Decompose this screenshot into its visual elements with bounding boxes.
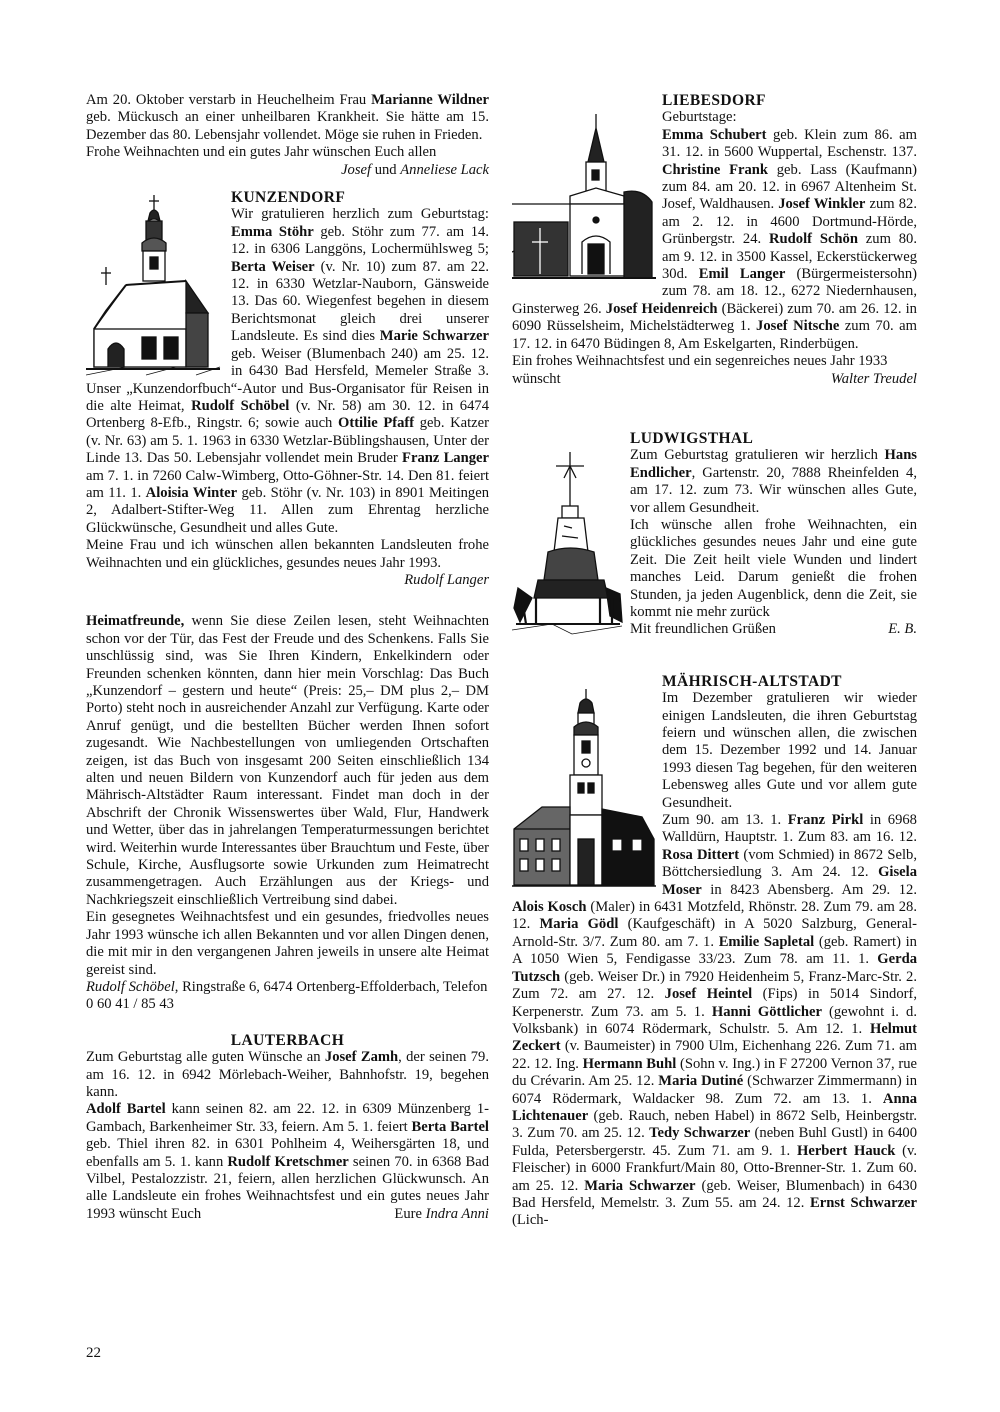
- liebesdorf-church-illustration: [512, 92, 658, 287]
- liebesdorf-section: [512, 92, 917, 388]
- liebesdorf-closing: wünscht: [512, 370, 561, 387]
- liebesdorf-signature-row: [512, 371, 917, 388]
- kunzendorf-text: Wir gratulieren herzlich zum Geburtstag: Emma Stöhr geb. Stöhr zum 77. am 14. 12. in 6306 Langgöns, Lochermühlsweg 5; Berta Weiser (v. Nr. 10) zum 87. am 22. 12. in 6330 Wetzlar-Nauborn, Gänsweide 13. Das 60. Wiegenfest begehen in diesem Berichtsmonat gleich drei unserer Landsleute. Es sind dies Marie Schwarzer geb. Weiser (Blumenbach 240) am 25. 12. in 6430 Bad Hersfeld, Memeler Straße 3. Unser „Kunzendorfbuch“-Autor und Bus-Organisator für Reisen in die alte Heimat, Rudolf Schöbel (v. Nr. 58) am 30. 12. in 6474 Ortenberg 8-Efb., Ringstr. 6; sowie auch Ottilie Pfaff geb. Katzer (v. Nr. 63) am 5. 1. 1963 in 6330 Wetzlar-Büblingshausen, Unter der Linde 13. Das 50. Lebensjahr vollendet mein Bruder Franz Langer am 7. 1. in 7260 Calw-Wimberg, Otto-Göhner-Str. 14. Den 81. feiert am 11. 1. Aloisia Winter geb. Stöhr (v. Nr. 103) in 8901 Meitingen 2, Adalbert-Stifter-Weg 11. Allen zum Ehrentag herzliche Glückwünsche, Gesundheit und alles Gute.: [86, 206, 490, 536]
- liebesdorf-wishes: Ein frohes Weihnachtsfest und ein segenreiches neues Jahr 1933: [512, 353, 888, 370]
- crucifix-monument-icon: [512, 448, 624, 636]
- church-drawing-icon: [512, 92, 658, 287]
- altstadt-text: Im Dezember gratulieren wir wieder einigen Landsleuten, die ihren Geburtstag feiern und wünschen allen, die zwischen dem 15. Dezember 1992 und 14. Januar 1993 diesen Tag begehen, für den weiteren Lebensweg alles Gute und vor allem gute Gesundheit. Zum 90. am 13. 1. Franz Pirkl in 6968 Walldürn, Hauptstr. 1. Zum 83. am 16. 12. Rosa Dittert (vom Schmied) in 8672 Selb, Böttchersiedlung 3. Am 24. 12. Gisela Moser in 8423 Abensberg. Am 29. 12. Alois Kosch (Maler) in 6431 Motzfeld, Rhönstr. 28. Zum 79. am 28. 12. Maria Gödl (Kaufgeschäft) in A 5020 Salzburg, General-Arnold-Str. 3/7. Zum 80. am 7. 1. Emilie Sapletal (geb. Ramert) in A 1050 Wien 5, Fendigasse 33/23. Zum 78. am 11. 1. Gerda Tutzsch (geb. Weiser Dr.) in 7920 Heidenheim 5, Franz-Marc-Str. 2. Zum 72. am 27. 12. Josef Heintel (Fips) in 5014 Sindorf, Kerpenerstr. Zum 73. am 5. 1. Hanni Göttlicher (gewohnt i. d. Volksbank) in 6074 Rödermark, Schulstr. 5. Am 12. 1. Helmut Zeckert (v. Baumeister) in 7900 Ulm, Eichenhang 226. Zum 71. am 22. 12. Ing. Hermann Buhl (Sohn v. Ing.) in F 27200 Vernon 37, rue du Crévarin. Am 25. 12. Maria Dutiné (Schwarzer Zimmermann) in 6074 Rödermark, Waldacker 98. Zum 72. am 13. 1. Anna Lichtenauer (geb. Rauch, neben Habel) in 8672 Selb, Heinbergstr. 3. Zum 70. am 25. 12. Tedy Schwarzer (neben Buhl Gustl) in 6400 Fulda, Petersbergerstr. 45. Zum 71. am 9. 1. Herbert Hauck (v. Fleischer) in 6000 Frankfurt/Main 80, Otto-Brenner-Str. 1. Zum 60. am 25. 12. Maria Schwarzer (geb. Weiser, Blumenbach) in 6430 Bad Hersfeld, Memelstr. 3. Zum 55. am 24. 12. Ernst Schwarzer (Lich-: [512, 690, 918, 1229]
- chapel-drawing-icon: [86, 189, 226, 376]
- right-column: [512, 92, 917, 1230]
- signature-langer: Rudolf Langer: [404, 571, 489, 588]
- signature-eb: E. B.: [888, 621, 917, 638]
- heimatfreunde-wishes: Ein gesegnetes Weihnachtsfest und ein gesundes, friedvolles neues Jahr 1993 wünsche ich allen Bekannten und vor allen Dingen denen, die mit mir in den vergangenen Jahren jeweils in unsere alte Heimat gereist sind.: [86, 909, 489, 978]
- signature-treudel: Walter Treudel: [830, 370, 917, 387]
- altstadt-church-illustration: [512, 689, 656, 887]
- ludwigsthal-text: Zum Geburtstag gratulieren wir herzlich Hans Endlicher, Gartenstr. 20, 7888 Rheinfelden 4, am 17. 12. zum 73. Wir wünschen alles Gute, vor allem Gesundheit. Ich wünsche allen frohe Weihnachten, ein glückliches gesundes neues Jahr und eine gute Zeit. Die Zeit heilt viele Wunden und lindert manches Leid. Darum genießt die frohen Stunden, ja jeden Augenblick, denn die Zeit, sie kommt nie mehr zurück: [630, 447, 917, 620]
- obituary-paragraph: Am 20. Oktober verstarb in Heuchelheim Frau Marianne Wildner geb. Mückusch an einer unheilbaren Krankheit. Sie hätte am 15. Dezember das 80. Lebensjahr vollendet. Möge sie ruhen in Frieden.: [86, 92, 489, 143]
- heimatfreunde-text: Heimatfreunde, wenn Sie diese Zeilen lesen, steht Weihnachten schon vor der Tür, das Fest der Freude und des Schenkens. Falls Sie unschlüssig sind, was Sie Ihren Kindern, Enkelkindern oder Freunden schenken könnten, dann hier mein Vorschlag: Das Buch „Kunzendorf – gestern und heute“ (Preis: 25,– DM plus 2,– DM Porto) steht noch in ausreichender Anzahl zur Verfügung. Karte oder Anruf genügt, und die bestellten Bücher werden Ihnen sofort zugesandt. Wie Nachbestellungen von umliegenden Ortschaften zeigen, ist das Buch von insgesamt 200 Seiten einschließlich 134 alten und neuen Bildern von Kunzendorf auch für jeden aus dem Mährisch-Altstädter Raum interessant. Findet man doch in der Abschrift der Chronik Wissenswertes über Wald, Flur, Handwerk und Wetter, über das in jahrelangen Temperaturmessungen berichtet wird. Weiterhin wurde Interessantes über Brauchtum und Feste, über Schule, Kirche, Ausflugsorte sowie Urkunden zum Heimatrecht zusammengetragen. Auch Erzählungen aus der Kriegs- und Nachkriegszeit einschließlich Vertreibung sind dabei.: [86, 613, 489, 908]
- signature-indra: Eure Indra Anni: [394, 1205, 489, 1222]
- maehrisch-altstadt-section: [512, 673, 917, 1230]
- kunzendorf-chapel-illustration: [86, 189, 226, 376]
- ludwigsthal-signature-row: [630, 621, 917, 638]
- baroque-church-icon: [512, 689, 656, 887]
- ludwigsthal-cross-illustration: [512, 448, 624, 636]
- lauterbach-section: [86, 1032, 489, 1223]
- liebesdorf-heading: LIEBESDORF: [662, 92, 766, 109]
- ludwigsthal-closing: Mit freundlichen Grüßen: [630, 621, 776, 638]
- schoebel-address: Rudolf Schöbel, Ringstraße 6, 6474 Ortenberg-Effolderbach, Telefon 0 60 41 / 85 43: [86, 978, 488, 1013]
- left-column: [86, 92, 489, 1223]
- lauterbach-heading: LAUTERBACH: [230, 1031, 345, 1049]
- ludwigsthal-section: [512, 430, 917, 639]
- ludwigsthal-heading: LUDWIGSTHAL: [630, 429, 754, 447]
- kunzendorf-heading: KUNZENDORF: [231, 189, 346, 207]
- greeting-paragraph: Frohe Weihnachten und ein gutes Jahr wünschen Euch allen: [86, 144, 437, 161]
- signature-lack: Josef und Anneliese Lack: [341, 161, 489, 178]
- lauterbach-text-2: Adolf Bartel kann seinen 82. am 22. 12. in 6309 Münzenberg 1-Gambach, Barkenheimer Str. 33, feiern. Am 5. 1. feiert Berta Bartel geb. Thiel ihren 82. in 6301 Pohlheim 4, Weihersgärten 18, und ebenfalls am 5. 1. kann Rudolf Kretschmer seinen 70. in 6368 Bad Vilbel, Pestalozzistr. 21, feiern, allen herzlichen Glückwunsch. An alle Landsleute ein frohes Weihnachtsfest und ein gutes neues Jahr 1993 wünscht Euch: [86, 1101, 490, 1222]
- heimatfreunde-section: [86, 613, 489, 1013]
- page-number: 22: [86, 1345, 101, 1361]
- kunzendorf-wishes: Meine Frau und ich wünschen allen bekannten Landsleuten frohe Weihnachten und ein glückliches, gesundes neues Jahr 1993.: [86, 537, 489, 571]
- liebesdorf-text: Geburtstage: Emma Schubert geb. Klein zum 86. am 31. 12. in 5600 Wuppertal, Eschenstr. 137. Christine Frank geb. Lass (Kaufmann) zum 84. am 20. 12. in 6967 Altenheim St. Josef, Waldhausen. Josef Winkler zum 82. am 2. 12. in 4600 Dortmund-Hörde, Grünbergstr. 24. Rudolf Schön zum 80. am 9. 12. in 3500 Kassel, Eckerstückerweg 30d. Emil Langer (Bürgermeistersohn) zum 78. am 18. 12., 6272 Niedernhausen, Ginsterweg 26. Josef Heidenreich (Bäckerei) zum 70. am 26. 12. in 6090 Rüsselsheim, Michelstädterweg 1. Josef Nitsche zum 70. am 17. 12. in 6470 Büdingen 8, Am Eskelgarten, Rinderbügen.: [512, 109, 918, 352]
- kunzendorf-section: [86, 189, 489, 589]
- altstadt-heading: MÄHRISCH-ALTSTADT: [662, 672, 842, 690]
- lauterbach-text-1: Zum Geburtstag alle guten Wünsche an Josef Zamh, der seinen 79. am 16. 12. in 6942 Mörlebach-Weiher, Bahnhofstr. 19, begehen kann.: [86, 1049, 489, 1100]
